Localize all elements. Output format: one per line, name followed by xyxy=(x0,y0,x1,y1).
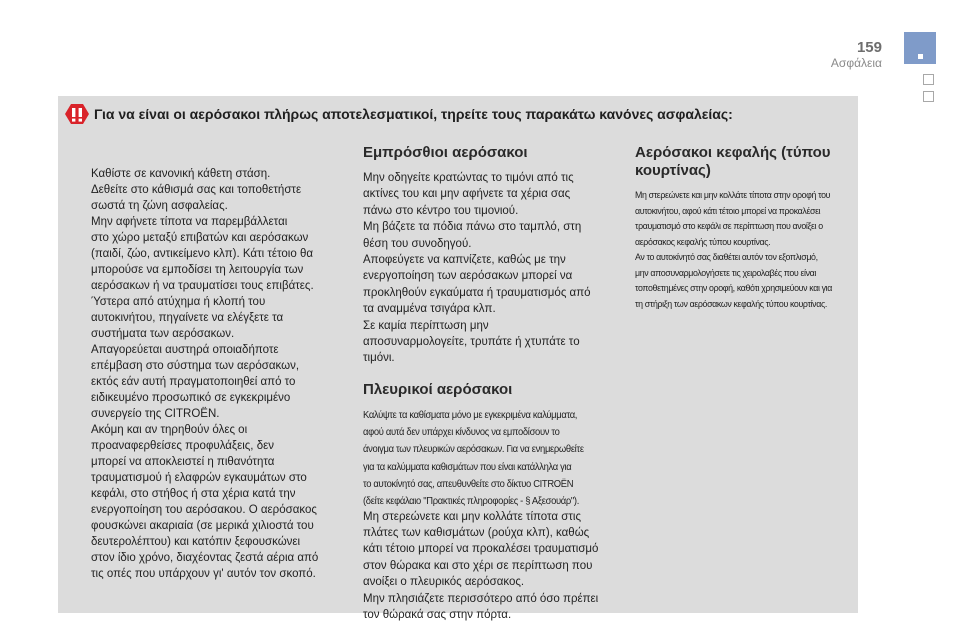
side-airbags-heading: Πλευρικοί αερόσακοι xyxy=(363,380,513,398)
side-airbag-line: ανοίξει ο πλευρικός αερόσακος. xyxy=(363,576,525,589)
general-rule-line: αυτοκινήτου, πηγαίνετε να ελέγξετε τα xyxy=(91,312,284,324)
curtain-heading-line: κουρτίνας) xyxy=(635,162,711,179)
front-airbag-line: Μη βάζετε τα πόδια πάνω στο ταμπλό, στη xyxy=(363,221,582,234)
curtain-airbag-line: αυτοκινήτου, αφού κάτι τέτοιο μπορεί να προκαλέσει xyxy=(635,205,821,217)
curtain-airbags-column xyxy=(635,144,855,312)
general-rule-line: στον ίδιο χρόνο, διαχέοντας ζεστά αέρια από xyxy=(91,552,319,564)
general-rule-line: προαναφερθείσες προφυλάξεις, δεν xyxy=(91,440,274,452)
front-airbag-line: πάνω στο κέντρο του τιμονιού. xyxy=(363,204,519,217)
side-airbags-condensed-text xyxy=(363,407,607,511)
general-rule-line: (παιδί, ζώο, αντικείμενο κλπ). Κάτι τέτοιο θα xyxy=(91,248,313,260)
general-rule-line: Ύστερα από ατύχημα ή κλοπή του xyxy=(91,296,266,308)
side-airbag-line: Μη στερεώνετε και μην κολλάτε τίποτα στις xyxy=(363,510,581,523)
side-airbag-cover-line: το αυτοκίνητό σας, απευθυνθείτε στο δίκτυο CITROËN xyxy=(363,479,574,491)
curtain-airbag-line: Μη στερεώνετε και μην κολλάτε τίποτα στην οροφή του xyxy=(635,190,831,201)
side-airbag-cover-line: Καλύψτε τα καθίσματα μόνο με εγκεκριμένα καλύμματα, xyxy=(363,409,578,421)
side-airbag-line: τον θώρακά σας στην πόρτα. xyxy=(363,609,512,622)
general-rule-line: αερόσακων ή να τραυματίσει τους επιβάτες. xyxy=(91,280,314,292)
general-rule-line: φουσκώνει ακαριαία (σε μερικά χιλιοστά του xyxy=(91,520,314,532)
section-tab xyxy=(904,32,936,64)
general-rule-line: τραυματισμού ή ελαφρών εγκαυμάτων στο xyxy=(91,472,307,484)
general-rule-line: ειδικευμένο προσωπικό σε εγκεκριμένο xyxy=(91,392,291,404)
side-airbags-text xyxy=(363,509,608,624)
side-airbag-line: κάτι τέτοιο μπορεί να προκαλέσει τραυματισμό xyxy=(363,543,599,556)
front-airbag-line: τα αναμμένα τσιγάρα κλπ. xyxy=(363,303,496,316)
general-rule-line: Ακόμη και αν τηρηθούν όλες οι xyxy=(91,424,248,436)
front-airbag-line: ακτίνες του και μην αφήνετε τα χέρια σας xyxy=(363,188,571,201)
side-airbag-cover-line: (δείτε κεφάλαιο "Πρακτικές πληροφορίες - § Αξεσουάρ"). xyxy=(363,496,580,508)
section-title: Ασφάλεια xyxy=(830,56,882,70)
general-rules xyxy=(91,166,331,582)
warning-header xyxy=(58,96,858,134)
warning-title: Για να είναι οι αερόσακοι πλήρως αποτελεσματικοί, τηρείτε τους παρακάτω κανόνες ασφαλείας: xyxy=(94,106,733,122)
curtain-airbag-line: τραυματισμό στο κεφάλι σε περίπτωση που ανοίξει ο xyxy=(635,221,823,232)
curtain-airbags-heading xyxy=(635,144,855,180)
curtain-heading-line: Αερόσακοι κεφαλής (τύπου xyxy=(635,144,831,161)
front-airbags-heading: Εμπρόσθιοι αερόσακοι xyxy=(363,144,528,161)
general-rule-line: συστήματα των αερόσακων. xyxy=(91,328,235,340)
general-rule-line: Καθίστε σε κανονική κάθετη στάση. xyxy=(91,168,271,180)
curtain-airbags-text xyxy=(635,188,854,312)
front-airbag-line: Σε καμία περίπτωση μην xyxy=(363,319,489,332)
side-airbag-cover-line: αφού αυτά δεν υπάρχει κίνδυνος να εμποδίσουν το xyxy=(363,427,560,439)
curtain-airbag-line: Αν το αυτοκίνητό σας διαθέτει αυτόν τον εξοπλισμό, xyxy=(635,252,818,263)
general-rule-line: ενεργοποίηση του αερόσακου. Ο αερόσακος xyxy=(91,504,317,516)
tab-marker xyxy=(918,54,923,59)
front-airbags-text xyxy=(363,170,608,367)
side-airbag-line: πλάτες των καθισμάτων (ρούχα κλπ), καθώς xyxy=(363,527,590,540)
side-airbag-line: Μην πλησιάζετε περισσότερο από όσο πρέπει xyxy=(363,592,599,605)
general-rule-line: στο χώρο μεταξύ επιβατών και αερόσακων xyxy=(91,232,309,244)
front-airbag-line: Αποφεύγετε να καπνίζετε, καθώς με την xyxy=(363,254,566,267)
side-airbag-cover-line: για τα καλύμματα καθισμάτων που είναι κατάλληλα για xyxy=(363,461,572,473)
front-airbag-line: προκληθούν εγκαύματα ή τραυματισμός από xyxy=(363,286,591,299)
curtain-airbag-line: τοποθετημένες στην οροφή, καθότι χρησιμεύουν και για xyxy=(635,283,832,294)
general-rule-line: δευτερολέπτου) και κατόπιν ξεφουσκώνει xyxy=(91,536,301,548)
curtain-airbag-line: αερόσακος κεφαλής τύπου κουρτίνας. xyxy=(635,236,771,248)
front-side-airbags-column xyxy=(363,144,608,624)
general-rule-line: μπορούσε να εμποδίσει τη λειτουργία των xyxy=(91,264,304,276)
general-rule-line: Δεθείτε στο κάθισμά σας και τοποθετήστε xyxy=(91,184,302,196)
curtain-airbag-line: τη στήριξη των αερόσακων κεφαλής τύπου κουρτίνας. xyxy=(635,298,827,310)
general-rule-line: Μην αφήνετε τίποτα να παρεμβάλλεται xyxy=(91,216,288,228)
front-airbag-line: αποσυναρμολογείτε, τρυπάτε ή χτυπάτε το xyxy=(363,336,580,349)
general-rule-line: μπορεί να αποκλειστεί η πιθανότητα xyxy=(91,456,275,468)
front-airbag-line: ενεργοποίηση των αερόσακων μπορεί να xyxy=(363,270,573,283)
front-airbag-line: Μην οδηγείτε κρατώντας το τιμόνι από τις xyxy=(363,172,574,184)
warning-icon xyxy=(63,102,91,126)
page-number: 159 xyxy=(856,39,882,56)
side-airbag-cover-line: άνοιγμα των πλευρικών αερόσακων. Για να ενημερωθείτε xyxy=(363,444,584,456)
general-rule-line: Απαγορεύεται αυστηρά οποιαδήποτε xyxy=(91,344,279,356)
general-rule-line: κεφάλι, στο στήθος ή στα χέρια κατά την xyxy=(91,488,296,500)
general-rule-line: εκτός εάν αυτή πραγματοποιηθεί από το xyxy=(91,376,296,388)
front-airbag-line: θέση του συνοδηγού. xyxy=(363,237,472,250)
safety-panel xyxy=(58,96,858,622)
side-airbag-line: στον θώρακα και στο χέρι σε περίπτωση που xyxy=(363,559,593,572)
tab-box-1 xyxy=(923,74,934,85)
tab-box-2 xyxy=(923,91,934,102)
front-airbag-line: τιμόνι. xyxy=(363,352,395,365)
general-rule-line: σωστά τη ζώνη ασφαλείας. xyxy=(91,200,228,212)
general-rule-line: συνεργείο της CITROËN. xyxy=(91,408,220,420)
general-rule-line: τις οπές που υπάρχουν γι' αυτόν τον σκοπό. xyxy=(91,568,316,580)
general-rule-line: επέμβαση στο σύστημα των αερόσακων, xyxy=(91,360,300,372)
curtain-airbag-line: μην αποσυναρμολογήσετε τις χειρολαβές που είναι xyxy=(635,267,817,279)
